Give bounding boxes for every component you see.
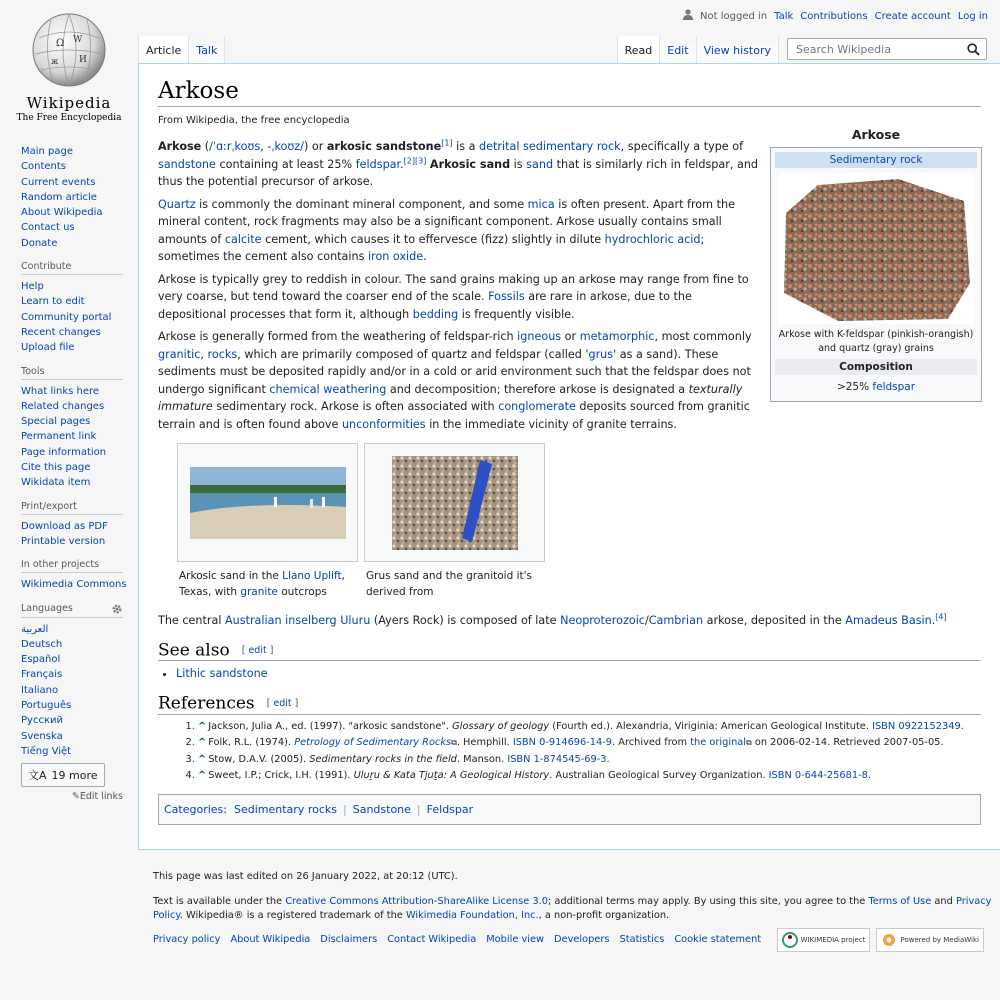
ref1-isbn[interactable]: ISBN 0922152349 bbox=[872, 720, 961, 732]
ref4-post: . bbox=[867, 770, 871, 781]
reference-item bbox=[198, 719, 981, 736]
link-amadeus-basin[interactable]: Amadeus Basin bbox=[845, 614, 932, 627]
link-quartz[interactable]: Quartz bbox=[158, 197, 196, 211]
link-llano-uplift[interactable]: Llano Uplift bbox=[282, 570, 342, 582]
gallery-caption-1 bbox=[177, 562, 358, 600]
p2-text-4: ; sometimes the cement also contains bbox=[158, 232, 705, 263]
references-list bbox=[158, 719, 981, 785]
p2-text-1: is commonly the dominant mineral component, and some bbox=[195, 197, 528, 211]
paragraph-5 bbox=[158, 612, 981, 630]
gear-icon[interactable] bbox=[111, 603, 123, 615]
mediawiki-icon bbox=[881, 932, 897, 948]
wikimedia-badge[interactable] bbox=[777, 928, 871, 952]
p5-text-4: arkose, deposited in the bbox=[703, 614, 846, 627]
sidebar-item-about[interactable]: About Wikipedia bbox=[21, 207, 103, 219]
lic-and: and bbox=[931, 896, 956, 907]
link-metamorphic[interactable]: metamorphic bbox=[579, 330, 655, 343]
personal-tools bbox=[683, 9, 988, 23]
p3-text-2: are rare in arkose, due to the depositional processes that form it, although bbox=[158, 290, 692, 321]
footer-disclaimers[interactable]: Disclaimers bbox=[320, 934, 378, 945]
gallery-frame bbox=[177, 443, 358, 562]
ref-link-1[interactable]: [1] bbox=[441, 138, 453, 148]
ref2-original-link[interactable]: the original bbox=[690, 737, 746, 748]
infobox-composition-heading: Composition bbox=[775, 359, 977, 375]
sidebar-item-upload-file[interactable]: Upload file bbox=[21, 342, 75, 354]
arkosic-sand-photo[interactable] bbox=[190, 467, 346, 539]
lang-item-portugues[interactable]: Português bbox=[21, 700, 72, 712]
bold-arkosic-sand: Arkosic sand bbox=[429, 157, 511, 171]
link-granite[interactable]: granite bbox=[240, 586, 278, 598]
p4-text-5: ' as a sand). These sediments must be deposited rapidly and/or in a cold or arid environment such that the feldspar does not undergo significant bbox=[158, 347, 751, 396]
p5-text-5: . bbox=[931, 614, 936, 627]
contribute-portlet bbox=[21, 261, 123, 355]
wikimedia-foundation-link[interactable]: Wikimedia Foundation, Inc. bbox=[405, 910, 539, 921]
link-calcite[interactable]: calcite bbox=[224, 232, 262, 246]
tab-talk-label: Talk bbox=[196, 44, 218, 57]
link-australian[interactable]: Australian bbox=[225, 614, 282, 627]
license-text bbox=[153, 895, 993, 923]
print-portlet bbox=[21, 501, 123, 550]
link-sandstone[interactable]: sandstone bbox=[158, 157, 216, 171]
ref4-pre: Sweet, I.P.; Crick, I.H. (1991). bbox=[208, 770, 354, 781]
bold-arkose: Arkose bbox=[158, 140, 202, 153]
p2-text-5: . bbox=[423, 250, 427, 263]
ref3-mid: . Manson. bbox=[456, 753, 508, 765]
tab-talk[interactable] bbox=[189, 36, 225, 63]
link-bedding[interactable]: bedding bbox=[412, 307, 459, 321]
svg-text:ж: ж bbox=[51, 57, 59, 66]
p5-text-1: The central bbox=[158, 614, 225, 627]
link-igneous[interactable]: igneous bbox=[517, 330, 562, 343]
languages-title: Languages bbox=[21, 603, 73, 615]
cap1-post: outcrops bbox=[277, 586, 327, 598]
list-item bbox=[176, 665, 981, 683]
sidebar-item-wikimedia-commons[interactable]: Wikimedia Commons bbox=[21, 579, 127, 591]
tab-edit[interactable] bbox=[660, 36, 696, 63]
tools-heading: Tools bbox=[21, 366, 123, 380]
link-unconformities[interactable]: unconformities bbox=[341, 417, 426, 431]
navigation-portlet bbox=[21, 144, 123, 251]
ref-link-3[interactable]: [3] bbox=[415, 155, 427, 165]
footer-icons bbox=[777, 928, 984, 952]
tab-edit-label: Edit bbox=[667, 44, 689, 57]
talk-link[interactable]: Talk bbox=[774, 10, 794, 22]
tab-read-label: Read bbox=[624, 44, 653, 57]
references-heading bbox=[158, 695, 981, 715]
search-icon[interactable] bbox=[967, 43, 980, 56]
ipa-sep: , - bbox=[260, 140, 272, 153]
puzzle-globe-icon bbox=[29, 12, 109, 88]
tools-portlet bbox=[21, 366, 123, 491]
infobox-composition-value bbox=[775, 375, 977, 397]
log-in-link[interactable]: Log in bbox=[957, 10, 988, 22]
p3-text-3: is frequently visible. bbox=[458, 307, 575, 321]
namespace-tabs bbox=[138, 36, 225, 63]
caret-up-icon[interactable]: ^ bbox=[198, 753, 207, 765]
category-links: Categories: Sedimentary rocks | Sandstone | Feldspar bbox=[158, 794, 981, 826]
ref4-title: Uluṟu & Kata Tjuṯa: A Geological History bbox=[353, 770, 550, 781]
external-link-icon: ⧉ bbox=[451, 738, 457, 747]
ref2-title: Petrology of Sedimentary Rocks bbox=[294, 737, 452, 748]
languages-heading bbox=[21, 603, 123, 618]
link-rocks[interactable]: rocks bbox=[207, 347, 238, 361]
ref4-isbn[interactable]: ISBN 0-644-25681-8 bbox=[768, 770, 868, 781]
ref1-mid: (Fourth ed.). Alexandria, Viriginia: American Geological Institute. bbox=[549, 720, 873, 732]
tab-read[interactable] bbox=[617, 36, 661, 63]
reference-item bbox=[198, 735, 981, 752]
grus-sand-photo[interactable] bbox=[392, 456, 518, 550]
wikimedia-badge-label: WIKIMEDIA project bbox=[800, 936, 866, 944]
paragraph-3 bbox=[158, 271, 758, 324]
lang-item-deutsch[interactable]: Deutsch bbox=[21, 638, 63, 650]
infobox bbox=[770, 127, 982, 402]
projects-heading: In other projects bbox=[21, 559, 123, 573]
external-link-icon: ⧉ bbox=[746, 738, 752, 747]
p4-text-6: and decomposition; therefore arkose is designated a bbox=[386, 382, 689, 396]
edit-links[interactable] bbox=[21, 791, 123, 802]
caret-up-icon[interactable]: ^ bbox=[198, 737, 207, 748]
gallery-frame bbox=[364, 443, 545, 562]
footer-contact[interactable]: Contact Wikipedia bbox=[387, 934, 477, 945]
p1-text-3: containing at least 25% bbox=[215, 157, 356, 171]
sidebar-item-contact[interactable]: Contact us bbox=[21, 222, 75, 234]
contributions-link[interactable]: Contributions bbox=[800, 10, 868, 22]
link-detrital-sedimentary-rock[interactable]: detrital sedimentary rock bbox=[479, 140, 621, 153]
sidebar-item-permanent-link[interactable]: Permanent link bbox=[21, 431, 97, 443]
p1-text-1: is a bbox=[452, 140, 480, 153]
footer-developers[interactable]: Developers bbox=[554, 934, 610, 945]
lic-1: Text is available under the bbox=[153, 896, 286, 907]
link-iron-oxide[interactable]: iron oxide bbox=[367, 250, 424, 263]
p4-text-3: , most commonly bbox=[654, 330, 752, 343]
mediawiki-badge[interactable] bbox=[876, 928, 984, 952]
see-also-title: See also bbox=[158, 639, 230, 660]
gallery-item bbox=[177, 443, 358, 600]
tab-article-label: Article bbox=[146, 44, 182, 57]
create-account-link[interactable]: Create account bbox=[874, 10, 951, 22]
p4-text-3b: , bbox=[200, 347, 208, 361]
p5-text-3: / bbox=[644, 614, 649, 627]
terms-of-use-link[interactable]: Terms of Use bbox=[868, 896, 932, 907]
sidebar-item-cite-this-page[interactable]: Cite this page bbox=[21, 462, 91, 474]
link-mica[interactable]: mica bbox=[527, 197, 555, 211]
ref2-isbn[interactable]: ISBN 0-914696-14-9 bbox=[512, 737, 613, 748]
svg-text:И: И bbox=[79, 55, 87, 65]
categories-label[interactable]: Categories bbox=[164, 802, 224, 816]
see-also-edit-link[interactable]: edit bbox=[248, 644, 267, 656]
sidebar-item-wikidata-item[interactable]: Wikidata item bbox=[21, 477, 91, 489]
sidebar-item-learn-to-edit[interactable]: Learn to edit bbox=[21, 296, 85, 308]
ref2-post: on 2006-02-14. Retrieved 2007-05-05. bbox=[751, 737, 944, 748]
category-separator: | bbox=[416, 802, 421, 816]
sidebar-item-help[interactable]: Help bbox=[21, 281, 44, 293]
caret-up-icon[interactable]: ^ bbox=[198, 770, 207, 781]
print-heading: Print/export bbox=[21, 501, 123, 515]
infobox-type bbox=[775, 152, 977, 168]
p4-text-7: sedimentary rock. Arkose is often associated with bbox=[212, 400, 499, 413]
caret-up-icon[interactable]: ^ bbox=[198, 720, 207, 732]
sidebar-item-random-article[interactable]: Random article bbox=[21, 191, 97, 203]
tab-article[interactable] bbox=[138, 36, 189, 63]
languages-portlet bbox=[21, 603, 123, 803]
p2-text-3: cement, which causes it to effervesce (fizz) slightly in dilute bbox=[261, 232, 605, 246]
sidebar-item-page-information[interactable]: Page information bbox=[21, 446, 107, 458]
more-languages-label: 19 more bbox=[51, 768, 98, 782]
category-separator: | bbox=[343, 802, 347, 816]
p4-text-9: in the immediate vicinity of granite terrains. bbox=[425, 417, 677, 431]
svg-text:W: W bbox=[73, 35, 83, 45]
p4-text-8: deposits sourced from granitic terrain and is often found above bbox=[158, 400, 750, 431]
sidebar-item-donate[interactable]: Donate bbox=[21, 237, 58, 249]
infobox-caption: Arkose with K-feldspar (pinkish-orangish) and quartz (gray) grains bbox=[778, 329, 974, 354]
lang-item-italiano[interactable]: Italiano bbox=[21, 684, 59, 696]
search-input[interactable] bbox=[794, 42, 967, 57]
footer-privacy-policy[interactable]: Privacy policy bbox=[153, 934, 221, 945]
translate-icon: 文A bbox=[28, 769, 47, 783]
paragraph-1: Arkose (/ˈɑːrˌkoʊs, -ˌkoʊz/) or arkosic sandstone[1] is a detrital sedimentary rock, specifically a type of sandstone containing at least 25% feldspar.[2][3] Arkosic sand is sand that is similarly rich in feldspar, and thus the potential precursor of arkose. bbox=[158, 138, 759, 188]
not-logged-in: Not logged in bbox=[700, 10, 768, 22]
infobox-title: Arkose bbox=[851, 127, 901, 142]
gallery-caption-2: Grus sand and the granitoid it's derived from bbox=[366, 570, 532, 598]
see-also-edit: [ edit ] bbox=[241, 644, 274, 656]
p4-text-1: Arkose is generally formed from the weathering of feldspar-rich bbox=[158, 330, 518, 343]
bold-arkosic-sandstone: arkosic sandstone bbox=[326, 140, 442, 153]
ref3-post: . bbox=[606, 753, 610, 765]
footer-mobile-view[interactable]: Mobile view bbox=[486, 934, 545, 945]
link-hydrochloric-acid[interactable]: hydrochloric acid bbox=[604, 232, 701, 246]
search-box bbox=[787, 38, 987, 60]
ref1-pre: Jackson, Julia A., ed. (1997). "arkosic sandstone". bbox=[208, 720, 453, 732]
lic-3: . Wikipedia® is a registered trademark of the bbox=[179, 910, 406, 921]
ref2-mid2: . Archived from bbox=[612, 737, 691, 748]
ref2-title-link[interactable] bbox=[294, 737, 451, 748]
pencil-icon: ✎ bbox=[71, 791, 80, 803]
ref3-pre: Stow, D.A.V. (2005). bbox=[208, 753, 310, 765]
tab-history-label: View history bbox=[703, 44, 771, 57]
sidebar-item-community-portal[interactable]: Community portal bbox=[21, 311, 112, 323]
or-text: ) or bbox=[303, 140, 327, 153]
last-edited: This page was last edited on 26 January 2022, at 20:12 (UTC). bbox=[153, 871, 458, 882]
ref4-mid: . Australian Geological Survey Organization. bbox=[549, 770, 769, 781]
see-also-list bbox=[158, 665, 981, 683]
p4-text-2: or bbox=[561, 330, 580, 343]
p3-text-1: Arkose is typically grey to reddish in colour. The sand grains making up an arkose may range from fine to very coarse, but tend toward the coarser end of the scale. bbox=[158, 272, 749, 303]
sidebar-item-current-events[interactable]: Current events bbox=[21, 176, 96, 188]
image-gallery bbox=[177, 443, 981, 600]
ref3-isbn[interactable]: ISBN 1-874545-69-3 bbox=[507, 753, 607, 765]
cap1-pre: Arkosic sand in the bbox=[179, 570, 283, 582]
svg-text:Ω: Ω bbox=[56, 38, 65, 49]
arkose-specimen-photo[interactable] bbox=[778, 173, 974, 324]
references-edit-link[interactable]: edit bbox=[273, 697, 292, 709]
p5-text-2: (Ayers Rock) is composed of late bbox=[370, 614, 561, 627]
ref-link-2[interactable]: [2] bbox=[403, 155, 415, 165]
link-conglomerate[interactable]: conglomerate bbox=[498, 400, 576, 413]
ref2-mid: . Hemphill. bbox=[456, 737, 513, 748]
sidebar-item-recent-changes[interactable]: Recent changes bbox=[21, 326, 101, 338]
link-granitic[interactable]: granitic bbox=[158, 347, 201, 361]
lang-item-espanol[interactable]: Español bbox=[21, 654, 61, 666]
p1-text-2: , specifically a type of bbox=[620, 140, 744, 153]
user-icon bbox=[683, 9, 693, 23]
link-chemical-weathering[interactable]: chemical weathering bbox=[269, 382, 387, 396]
lang-item-russian[interactable]: Русский bbox=[21, 715, 63, 727]
infobox-type-link[interactable]: Sedimentary rock bbox=[829, 154, 923, 166]
ref1-post: . bbox=[960, 720, 964, 732]
projects-portlet bbox=[21, 559, 127, 592]
p4-text-4: , which are primarily composed of quartz and feldspar (called ' bbox=[237, 347, 589, 361]
ref-link-4[interactable]: [4] bbox=[935, 612, 947, 622]
p1-text-5: that is similarly rich in feldspar, and thus the potential precursor of arkose. bbox=[158, 157, 759, 188]
ipa-link-2[interactable]: ˌkoʊz/ bbox=[271, 140, 304, 153]
wikipedia-logo[interactable] bbox=[10, 10, 128, 125]
sidebar-item-special-pages[interactable]: Special pages bbox=[21, 416, 91, 428]
cap1-mid: , Texas, with bbox=[179, 570, 345, 598]
lang-item-francais[interactable]: Français bbox=[21, 669, 63, 681]
sidebar-item-download-pdf[interactable]: Download as PDF bbox=[21, 520, 108, 532]
link-grus[interactable]: grus bbox=[588, 347, 614, 361]
reference-item bbox=[198, 768, 981, 785]
category-feldspar[interactable]: Feldspar bbox=[426, 802, 474, 816]
link-sand[interactable]: sand bbox=[526, 157, 554, 171]
composition-pre: >25% bbox=[836, 381, 873, 393]
footer-cookie-statement[interactable]: Cookie statement bbox=[674, 934, 762, 945]
p2-text-2: is often present. Apart from the mineral content, rock fragments may also be a significant component. Arkose usually contains small amounts of bbox=[158, 197, 735, 246]
category-sandstone[interactable]: Sandstone bbox=[352, 802, 411, 816]
more-languages-button[interactable] bbox=[21, 763, 105, 787]
link-inselberg[interactable]: inselberg bbox=[285, 614, 337, 627]
footer-statistics[interactable]: Statistics bbox=[619, 934, 665, 945]
edit-links-label: Edit links bbox=[79, 791, 123, 803]
category-sedimentary-rocks[interactable]: Sedimentary rocks bbox=[234, 802, 337, 816]
sidebar bbox=[0, 140, 138, 802]
sidebar-item-related-changes[interactable]: Related changes bbox=[21, 400, 105, 412]
wordmark: Wikipedia bbox=[26, 94, 112, 112]
lang-item-arabic[interactable]: العربية bbox=[21, 623, 49, 635]
sidebar-item-contents[interactable]: Contents bbox=[21, 161, 66, 173]
link-uluru[interactable]: Uluru bbox=[340, 614, 371, 627]
cc-license-link[interactable]: Creative Commons Attribution-ShareAlike License 3.0 bbox=[285, 896, 548, 907]
ipa-link-1[interactable]: /ˈɑːrˌkoʊs bbox=[209, 140, 261, 153]
contribute-heading: Contribute bbox=[21, 261, 123, 275]
link-neoproterozoic[interactable]: Neoproterozoic bbox=[560, 614, 645, 627]
ref2-pre: Folk, R.L. (1974). bbox=[208, 737, 295, 748]
link-feldspar[interactable]: feldspar bbox=[355, 157, 401, 171]
sidebar-item-main-page[interactable]: Main page bbox=[21, 146, 74, 157]
view-tabs bbox=[617, 36, 987, 63]
lang-item-tieng-viet[interactable]: Tiếng Việt bbox=[21, 745, 72, 757]
lang-item-svenska[interactable]: Svenska bbox=[21, 730, 63, 742]
sidebar-item-printable-version[interactable]: Printable version bbox=[21, 535, 106, 547]
tab-history[interactable] bbox=[697, 36, 779, 63]
link-lithic-sandstone[interactable]: Lithic sandstone bbox=[176, 667, 268, 681]
link-fossils[interactable]: Fossils bbox=[488, 290, 525, 303]
link-cambrian[interactable]: Cambrian bbox=[648, 614, 704, 627]
gallery-item bbox=[364, 443, 545, 600]
reference-item bbox=[198, 752, 981, 769]
paragraph-4 bbox=[158, 328, 758, 433]
paragraph-2 bbox=[158, 196, 758, 266]
composition-feldspar-link[interactable]: feldspar bbox=[872, 381, 916, 393]
lic-4: , a non-profit organization. bbox=[538, 910, 670, 921]
ref1-title: Glossary of geology bbox=[452, 720, 550, 732]
tagline: The Free Encyclopedia bbox=[16, 113, 122, 123]
page-title: Arkose bbox=[158, 78, 981, 107]
sidebar-item-what-links-here[interactable]: What links here bbox=[21, 385, 100, 397]
see-also-heading bbox=[158, 639, 981, 662]
site-subtitle: From Wikipedia, the free encyclopedia bbox=[158, 115, 350, 126]
wikimedia-icon bbox=[782, 932, 798, 948]
main-content bbox=[138, 63, 1000, 850]
mediawiki-badge-label: Powered by MediaWiki bbox=[900, 936, 979, 944]
ref3-title: Sedimentary rocks in the field bbox=[309, 753, 457, 765]
references-title: References bbox=[158, 693, 255, 713]
privacy-policy-link[interactable]: Privacy Policy bbox=[153, 896, 992, 921]
p1-text-4: is bbox=[510, 157, 527, 171]
references-edit: [ edit ] bbox=[266, 697, 299, 709]
footer-about[interactable]: About Wikipedia bbox=[230, 934, 311, 945]
lic-2: ; additional terms may apply. By using this site, you agree to the bbox=[547, 896, 869, 907]
italic-texturally-immature: texturally immature bbox=[158, 382, 743, 413]
